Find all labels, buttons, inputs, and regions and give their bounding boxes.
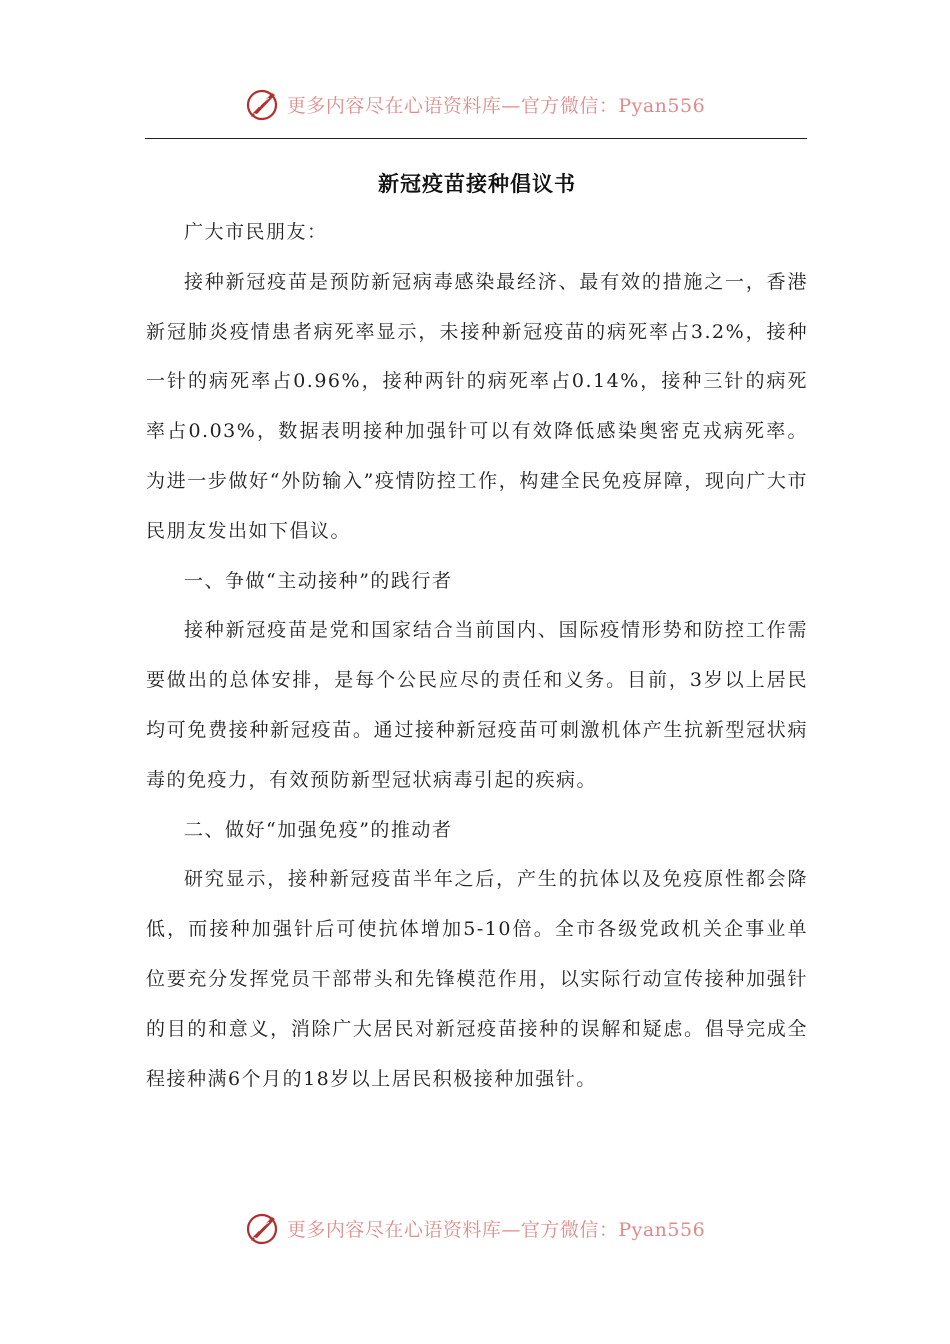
section-heading-1: 一、争做“主动接种”的践行者 [184,569,453,592]
quill-pen-circle-icon [245,86,281,122]
document-body [146,160,808,1104]
quill-pen-circle-icon [245,1210,281,1246]
section-body-2: 研究显示，接种新冠疫苗半年之后，产生的抗体以及免疫原性都会降低，而接种加强针后可使抗体增加5-10倍。全市各级党政机关企事业单位要充分发挥党员干部带头和先锋模范作用，以实际行动宣传接种加强针的目的和意义，消除广大居民对新冠疫苗接种的误解和疑虑。倡导完成全程接种满6个月的18岁以上居民积极接种加强针。 [146,868,808,1090]
document-title: 新冠疫苗接种倡议书 [378,172,576,196]
salutation: 广大市民朋友： [184,221,328,243]
section-body-1: 接种新冠疫苗是党和国家结合当前国内、国际疫情形势和防控工作需要做出的总体安排，是每个公民应尽的责任和义务。目前，3岁以上居民均可免费接种新冠疫苗。通过接种新冠疫苗可刺激机体产生抗新型冠状病毒的免疫力，有效预防新型冠状病毒引起的疾病。 [146,619,808,791]
section-heading-2: 二、做好“加强免疫”的推动者 [184,818,453,841]
watermark-banner-bottom [0,1204,950,1252]
watermark-text: 更多内容尽在心语资料库—官方微信：Pyan556 [286,1218,706,1241]
intro-paragraph: 接种新冠疫苗是预防新冠病毒感染最经济、最有效的措施之一，香港新冠肺炎疫情患者病死率显示，未接种新冠疫苗的病死率占3.2%，接种一针的病死率占0.96%，接种两针的病死率占0.14%，接种三针的病死率占0.03%，数据表明接种加强针可以有效降低感染奥密克戎病死率。为进一步做好“外防输入”疫情防控工作，构建全民免疫屏障，现向广大市民朋友发出如下倡议。 [146,270,808,542]
header-divider [145,138,807,139]
watermark-banner-top [0,80,950,128]
watermark-text: 更多内容尽在心语资料库—官方微信：Pyan556 [286,94,706,117]
